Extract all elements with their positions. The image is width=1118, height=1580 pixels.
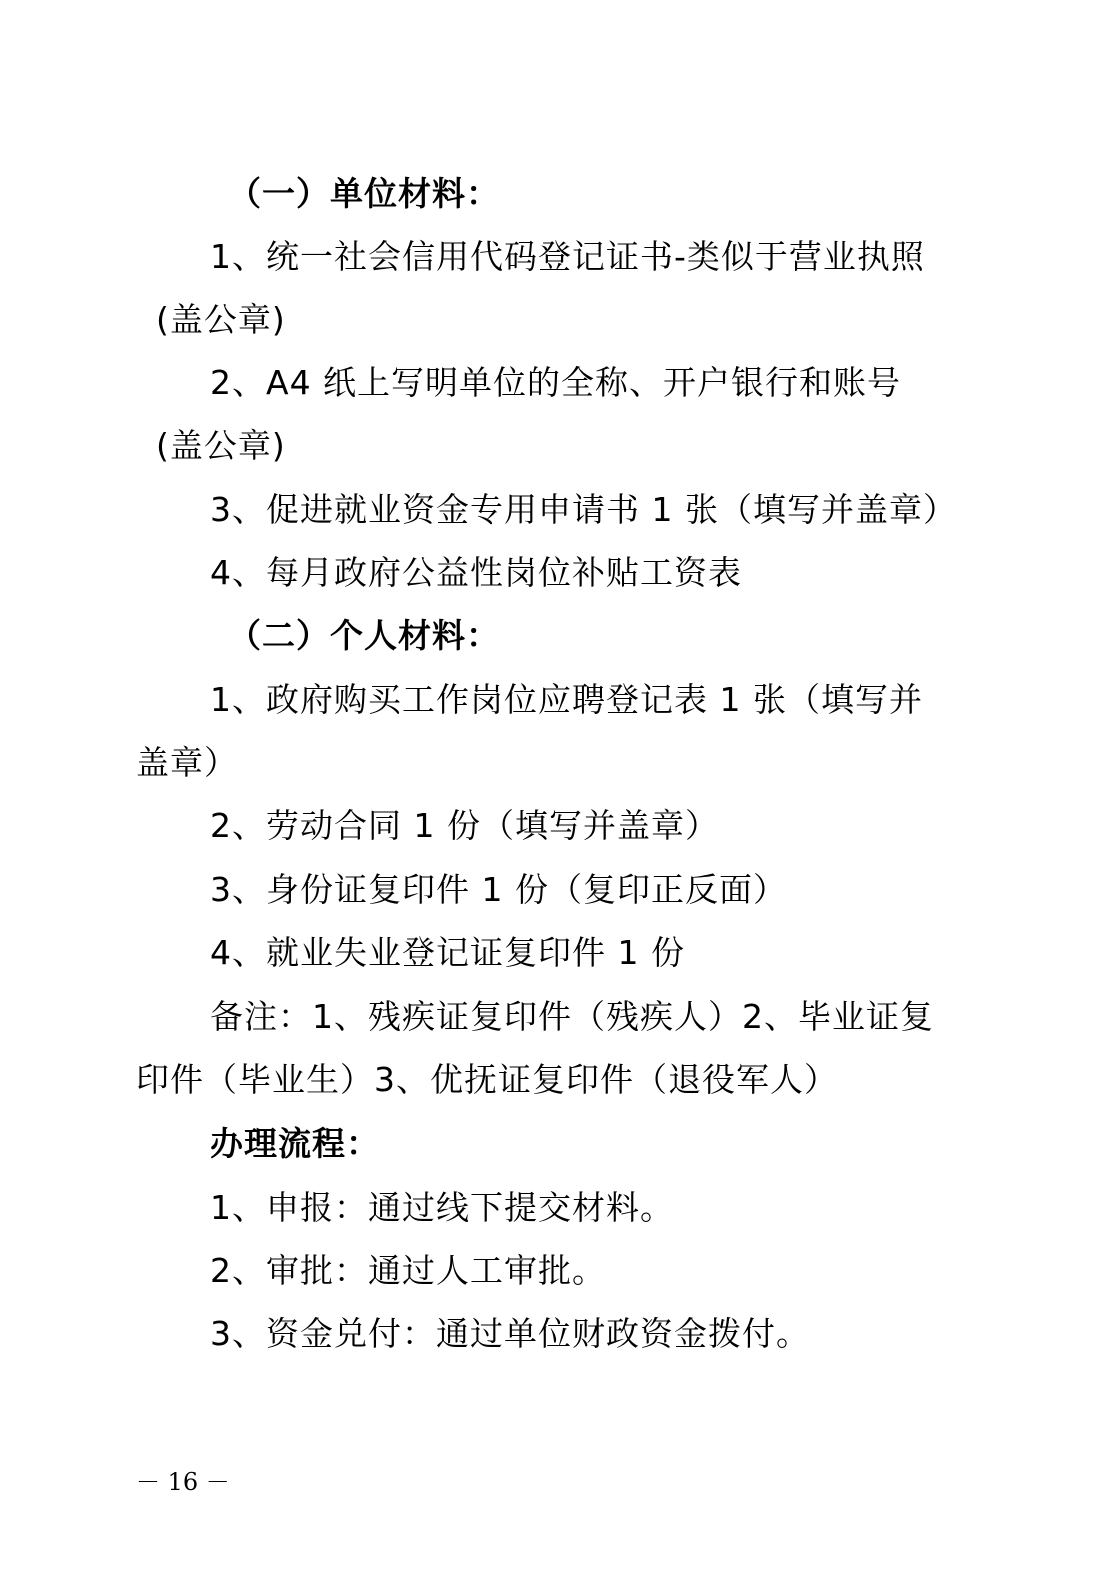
personal-item-3: 3、身份证复印件 1 份（复印正反面）	[210, 870, 787, 909]
process-step-1: 1、申报：通过线下提交材料。	[210, 1188, 674, 1227]
process-step-3: 3、资金兑付：通过单位财政资金拨付。	[210, 1314, 810, 1353]
unit-materials-heading: （一）单位材料：	[228, 174, 500, 213]
page-number: － 16 －	[136, 1468, 230, 1496]
personal-materials-heading: （二）个人材料：	[228, 616, 500, 655]
unit-item-1-line-2: (盖公章)	[156, 300, 286, 339]
personal-item-1-line-2: 盖章）	[136, 743, 238, 782]
personal-note-line-2: 印件（毕业生）3、优抚证复印件（退役军人）	[136, 1060, 838, 1099]
personal-item-4: 4、就业失业登记证复印件 1 份	[210, 933, 685, 972]
personal-item-1-line-1: 1、政府购买工作岗位应聘登记表 1 张（填写并	[210, 680, 923, 719]
unit-item-1-line-1: 1、统一社会信用代码登记证书-类似于营业执照	[210, 237, 925, 276]
personal-item-2: 2、劳动合同 1 份（填写并盖章）	[210, 806, 719, 845]
process-heading: 办理流程：	[210, 1124, 380, 1163]
unit-item-2-line-2: (盖公章)	[156, 426, 286, 465]
unit-item-4: 4、每月政府公益性岗位补贴工资表	[210, 553, 742, 592]
unit-item-3: 3、促进就业资金专用申请书 1 张（填写并盖章）	[210, 490, 957, 529]
process-step-2: 2、审批：通过人工审批。	[210, 1251, 606, 1290]
unit-item-2-line-1: 2、A4 纸上写明单位的全称、开户银行和账号	[210, 363, 902, 402]
personal-note-line-1: 备注：1、残疾证复印件（残疾人）2、毕业证复	[210, 997, 934, 1036]
